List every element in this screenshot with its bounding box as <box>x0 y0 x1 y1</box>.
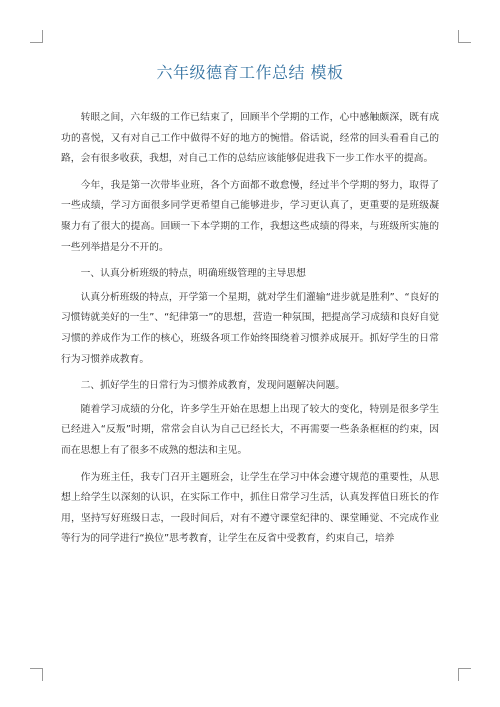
section-heading-2: 二、抓好学生的日常行为习惯养成教育，发现问题解决问题。 <box>80 380 346 392</box>
document-body <box>61 108 439 556</box>
crop-mark-bottom-left <box>30 668 43 681</box>
section-heading-1: 一、认真分析班级的特点，明确班级管理的主导思想 <box>80 268 306 280</box>
crop-mark-top-right <box>458 30 471 43</box>
paragraph-section-2b: 作为班主任，我专门召开主题班会，让学生在学习中体会遵守规范的重要性，从思想上给学生以深刻的认识，在实际工作中，抓住日常学习生活，认真发挥值日班长的作用，坚持写好班级日志，一段时间后，对有不遵守课堂纪律的、课堂睡觉、不完成作业等行为的同学进行“换位”思考教育，让学生在反省中受教育，约束自己，培养 <box>61 471 439 545</box>
crop-mark-bottom-right <box>458 668 471 681</box>
paragraph-section-1: 认真分析班级的特点，开学第一个星期，就对学生们灌输“进步就是胜利”、“良好的习惯铸就美好的一生”、“纪律第一”的思想，营造一种氛围，把提高学习成绩和良好自觉习惯的养成作为工作的核心，班级各项工作始终围绕着习惯养成展开。抓好学生的日常行为习惯养成教育。 <box>61 291 439 365</box>
crop-mark-top-left <box>30 30 43 43</box>
paragraph-section-2a: 随着学习成绩的分化，许多学生开始在思想上出现了较大的变化，特别是很多学生已经进入“反叛”时期，常常会自认为自己已经长大，不再需要一些条条框框的约束，因而在思想上有了很多不成熟的想法和主见。 <box>61 403 439 456</box>
document-title: 六年级德育工作总结 模板 <box>156 63 344 82</box>
paragraph-intro: 转眼之间，六年级的工作已结束了，回顾半个学期的工作，心中感触颇深，既有成功的喜悦，又有对自己工作中做得不好的地方的惋惜。俗话说，经常的回头看看自己的路，会有很多收获，我想，对自己工作的总结应该能够促进我下一步工作水平的提高。 <box>61 112 439 165</box>
paragraph-overview: 今年，我是第一次带毕业班，各个方面都不敢怠慢，经过半个学期的努力，取得了一些成绩，学习方面很多同学更希望自己能够进步，学习更认真了，更重要的是班级凝聚力有了很大的提高。回顾一下本学期的工作，我想这些成绩的得来，与班级所实施的一些列举措是分不开的。 <box>61 179 439 253</box>
